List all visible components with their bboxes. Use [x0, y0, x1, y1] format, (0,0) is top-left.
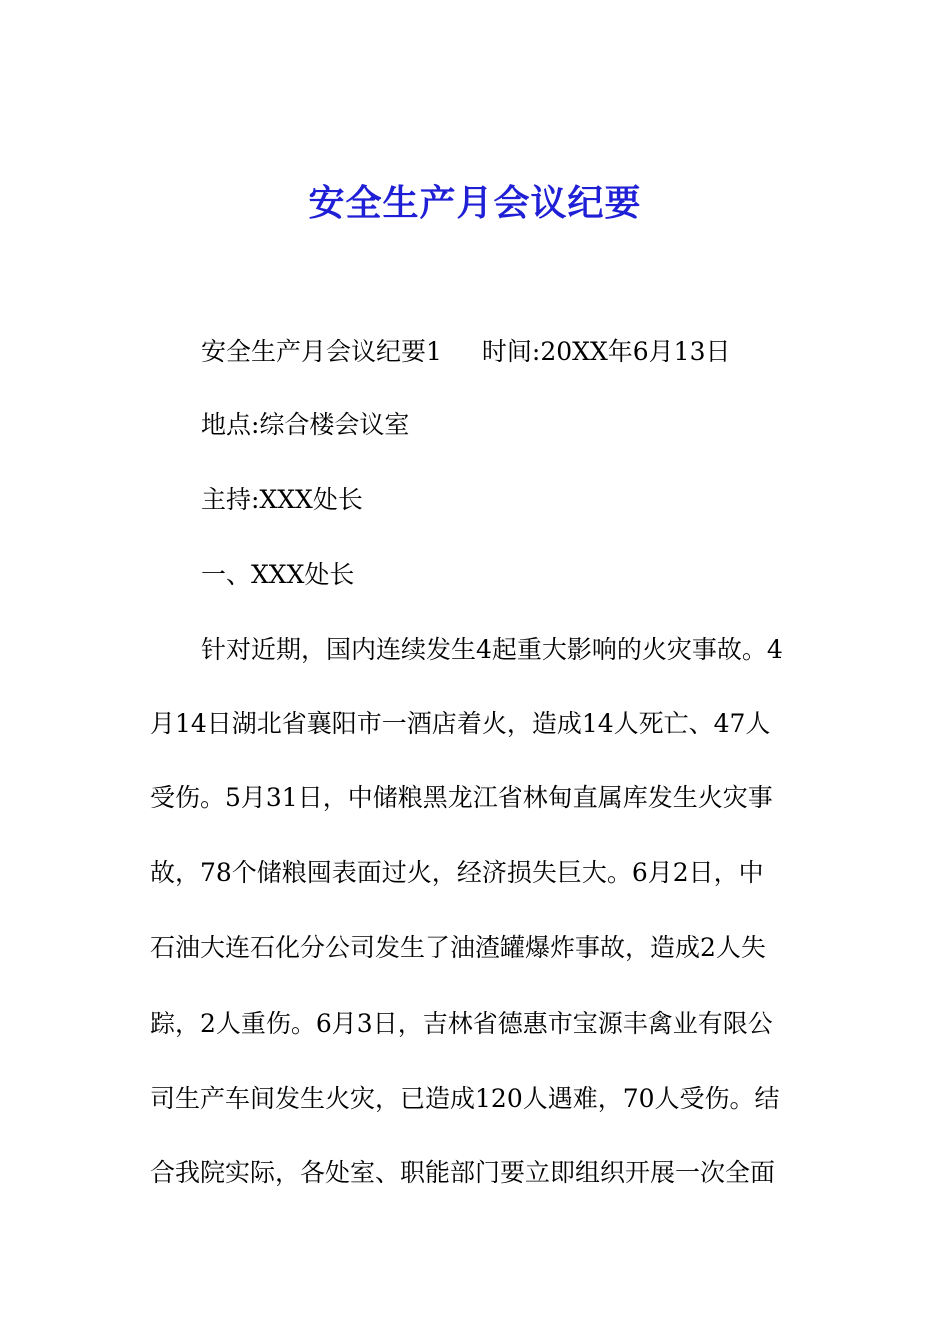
paragraph-line: 月14日湖北省襄阳市一酒店着火，造成14人死亡、47人 [150, 709, 771, 738]
meeting-time: 时间:20XX年6月13日 [481, 337, 731, 366]
header-line [201, 332, 730, 372]
paragraph-line: 受伤。5月31日，中储粮黑龙江省林甸直属库发生火灾事 [150, 783, 773, 812]
meeting-location: 地点:综合楼会议室 [201, 410, 410, 439]
paragraph-line: 针对近期，国内连续发生4起重大影响的火灾事故。4 [201, 635, 783, 664]
paragraph-line: 合我院实际，各处室、职能部门要立即组织开展一次全面 [150, 1158, 776, 1187]
paragraph-line: 司生产车间发生火灾，已造成120人遇难，70人受伤。结 [150, 1084, 780, 1113]
meeting-host: 主持:XXX处长 [201, 485, 363, 514]
section-heading: 一、XXX处长 [201, 560, 355, 589]
minutes-label: 安全生产月会议纪要1 [201, 337, 442, 366]
paragraph-line: 石油大连石化分公司发生了油渣罐爆炸事故，造成2人失 [150, 933, 766, 962]
document-title: 安全生产月会议纪要 [308, 182, 642, 224]
paragraph-line: 故，78个储粮囤表面过火，经济损失巨大。6月2日，中 [150, 858, 764, 887]
paragraph-line: 踪，2人重伤。6月3日，吉林省德惠市宝源丰禽业有限公 [150, 1009, 773, 1038]
